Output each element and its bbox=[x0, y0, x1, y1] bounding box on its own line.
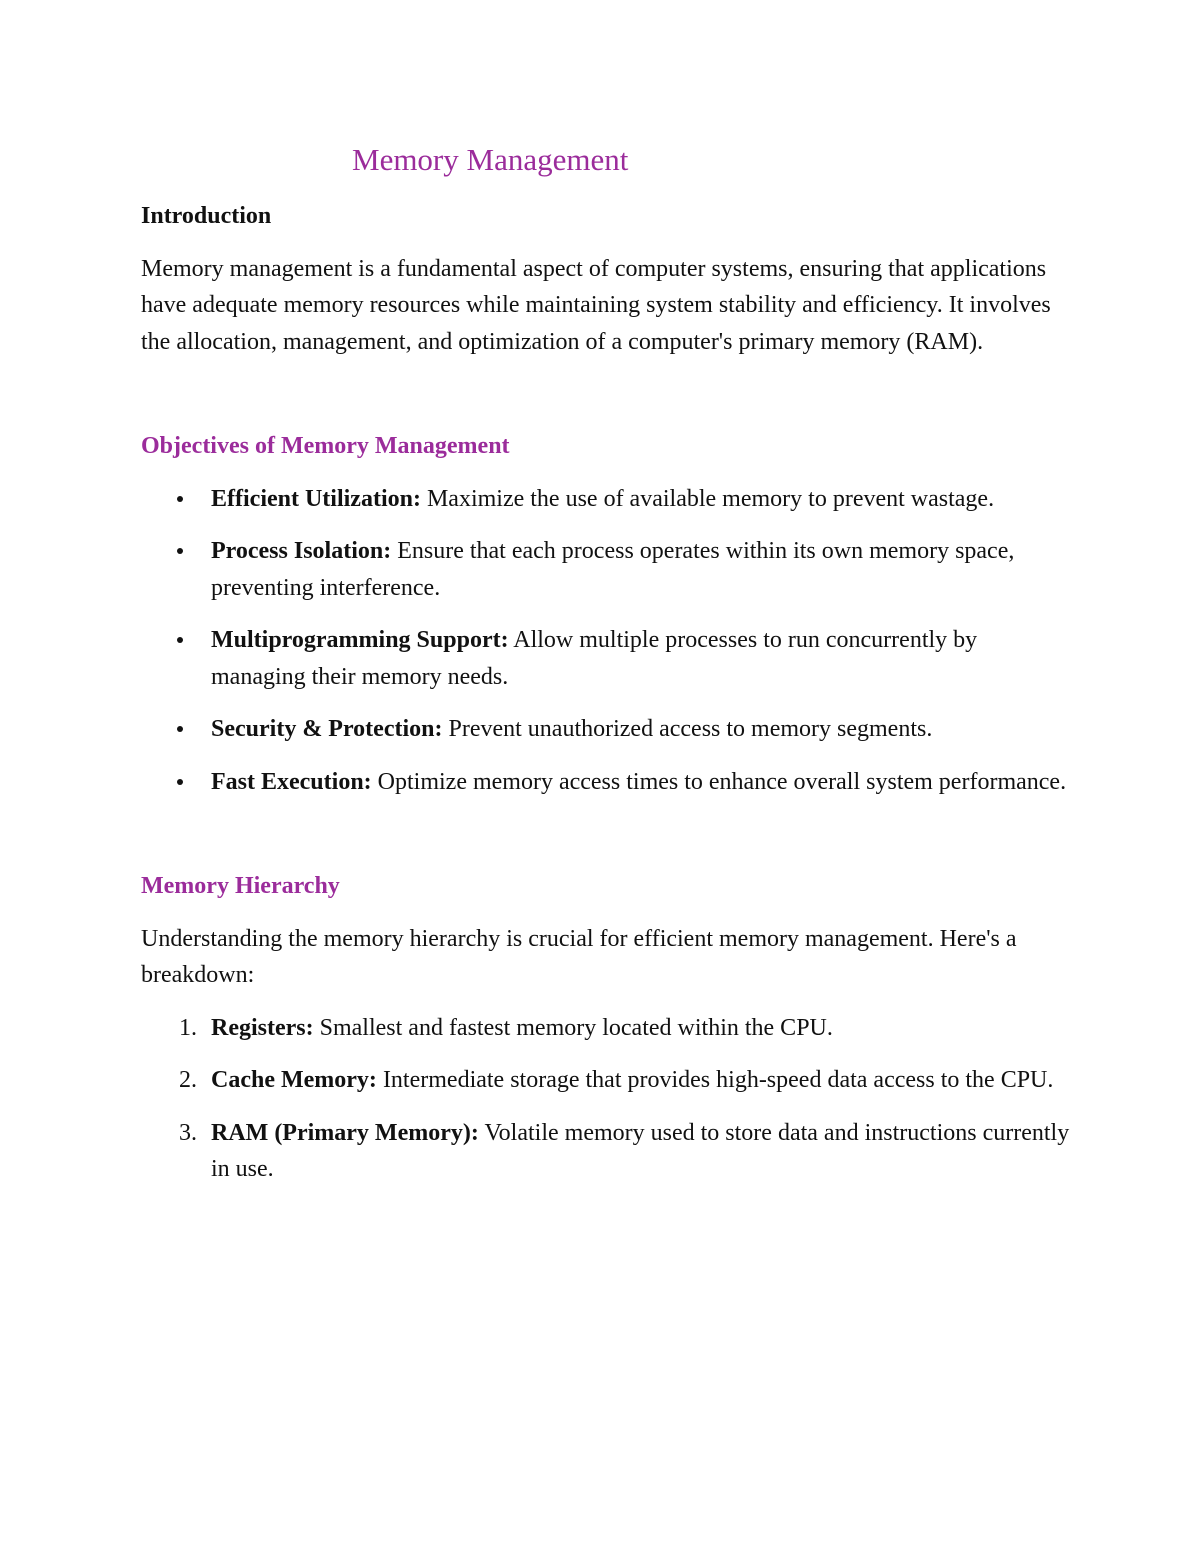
list-number: 2. bbox=[179, 1067, 197, 1093]
objective-text: Ensure that each process operates within its own memory space, preventing interference. bbox=[211, 538, 1015, 601]
objective-label: Security & Protection: bbox=[211, 716, 443, 742]
objective-label: Multiprogramming Support: bbox=[211, 627, 509, 653]
hierarchy-item bbox=[141, 1115, 1071, 1188]
document-body bbox=[141, 198, 1071, 1204]
hierarchy-label: RAM (Primary Memory): bbox=[211, 1119, 479, 1146]
hierarchy-heading: Memory Hierarchy bbox=[141, 873, 340, 899]
objective-label: Efficient Utilization: bbox=[211, 485, 421, 512]
hierarchy-text: Volatile memory used to store data and instructions currently in use. bbox=[211, 1119, 1070, 1182]
bullet-icon bbox=[177, 779, 183, 785]
objective-text: Maximize the use of available memory to prevent wastage. bbox=[420, 485, 995, 512]
objective-text: Optimize memory access times to enhance overall system performance. bbox=[371, 768, 1067, 795]
objective-text: Prevent unauthorized access to memory segments. bbox=[442, 716, 933, 742]
objective-text: Allow multiple processes to run concurrently by managing their memory needs. bbox=[211, 627, 978, 690]
list-number: 1. bbox=[179, 1014, 197, 1041]
objectives-list bbox=[141, 481, 1071, 801]
objective-item bbox=[141, 533, 1071, 606]
introduction-paragraph: Memory management is a fundamental aspect of computer systems, ensuring that applications have adequate memory resources while maintaining system stability and efficiency. It involves the allocation, management, and optimization of a computer's primary memory (RAM). bbox=[141, 255, 1051, 355]
hierarchy-list bbox=[141, 1010, 1071, 1188]
bullet-icon bbox=[177, 726, 183, 732]
objective-item bbox=[141, 481, 1071, 518]
hierarchy-text: Smallest and fastest memory located within the CPU. bbox=[313, 1014, 833, 1041]
hierarchy-paragraph: Understanding the memory hierarchy is crucial for efficient memory management. Here's a breakdown: bbox=[141, 925, 1017, 988]
bullet-icon bbox=[177, 548, 183, 554]
objective-label: Process Isolation: bbox=[211, 538, 392, 564]
bullet-icon bbox=[177, 496, 183, 502]
objective-label: Fast Execution: bbox=[211, 768, 372, 795]
hierarchy-item bbox=[141, 1010, 1071, 1047]
objectives-heading: Objectives of Memory Management bbox=[141, 433, 510, 459]
hierarchy-item bbox=[141, 1062, 1071, 1099]
document-title: Memory Management bbox=[352, 142, 629, 177]
introduction-heading: Introduction bbox=[141, 203, 272, 229]
objective-item bbox=[141, 764, 1071, 801]
list-number: 3. bbox=[179, 1119, 197, 1146]
objective-item bbox=[141, 622, 1071, 695]
objective-item bbox=[141, 711, 1071, 748]
bullet-icon bbox=[177, 637, 183, 643]
hierarchy-label: Cache Memory: bbox=[211, 1067, 377, 1093]
hierarchy-text: Intermediate storage that provides high-speed data access to the CPU. bbox=[376, 1067, 1054, 1093]
hierarchy-label: Registers: bbox=[211, 1014, 314, 1041]
